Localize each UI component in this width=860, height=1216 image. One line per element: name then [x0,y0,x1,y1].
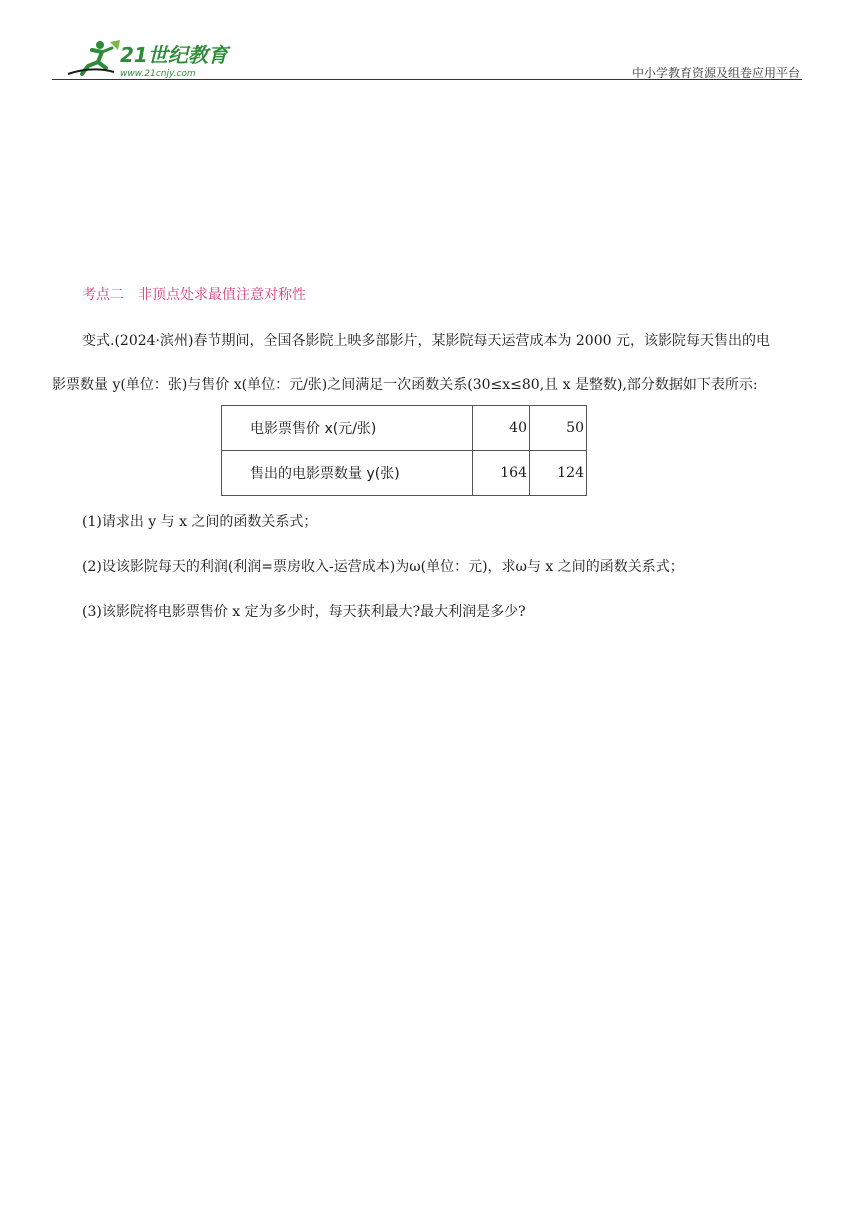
table-row [222,406,587,451]
table-cell: 164 [473,451,530,496]
svg-text:www.21cnjy.com: www.21cnjy.com [120,69,196,79]
section-label: 考点二 [82,287,124,303]
logo [62,36,262,80]
header-divider [52,79,802,80]
table-cell: 40 [473,406,530,451]
section-heading [82,284,306,304]
row-header-quantity: 售出的电影票数量 y(张) [222,451,473,496]
data-table [221,405,587,496]
question-2: (2)设该影院每天的利润(利润=票房收入-运营成本)为ω(单位：元)，求ω与 x 之间的函数关系式； [82,559,684,575]
page-header [52,36,802,82]
table-cell: 124 [530,451,587,496]
question-3: (3)该影院将电影票售价 x 定为多少时，每天获利最大?最大利润是多少? [82,604,526,620]
platform-tagline: 中小学教育资源及组卷应用平台 [631,66,800,80]
runner-logo-icon [62,36,262,80]
table-row [222,451,587,496]
svg-text:21世纪教育: 21世纪教育 [120,43,228,67]
problem-line-2: 影票数量 y(单位：张)与售价 x(单位：元/张)之间满足一次函数关系(30≤x≤80,且 x 是整数),部分数据如下表所示: [52,377,758,393]
question-1: (1)请求出 y 与 x 之间的函数关系式； [82,514,318,530]
section-topic: 非顶点处求最值注意对称性 [138,287,306,303]
problem-line-1: 变式.(2024·滨州)春节期间，全国各影院上映多部影片，某影院每天运营成本为 2000 元，该影院每天售出的电 [82,333,770,349]
row-header-price: 电影票售价 x(元/张) [222,406,473,451]
table-cell: 50 [530,406,587,451]
